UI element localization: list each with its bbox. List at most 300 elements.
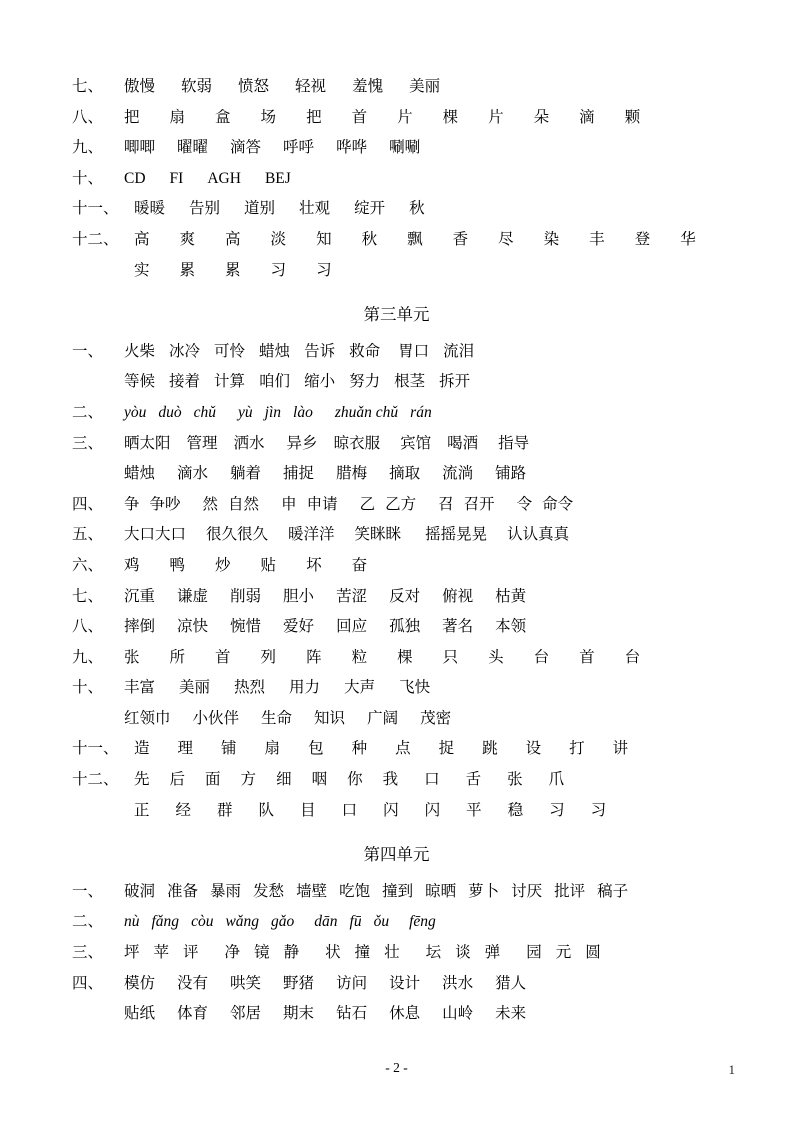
answer-item: jìn [264, 403, 282, 421]
answer-item: 爽 [179, 230, 196, 248]
answer-item: 宾馆 [400, 434, 432, 452]
answer-item: 平 [466, 801, 482, 819]
answer-item: fǎng [151, 913, 180, 931]
answer-item: 咱们 [259, 373, 291, 391]
line-items [134, 194, 721, 225]
answer-item: 口 [424, 771, 440, 789]
answer-item: 场 [260, 108, 277, 126]
line-items [134, 734, 721, 765]
line-items [124, 999, 721, 1030]
answer-item: 扇 [169, 108, 186, 126]
answer-item: 面 [205, 771, 221, 789]
answer-item: 晾衣服 [333, 434, 381, 452]
answer-item: 异乡 [286, 434, 318, 452]
answer-item: 知 [316, 230, 332, 248]
answer-item: 用力 [289, 679, 321, 697]
answer-item: 撞 [354, 944, 371, 962]
answer-item: 坏 [306, 556, 322, 574]
answer-item: 铺路 [495, 465, 527, 483]
line-number: 十、 [72, 679, 104, 697]
answer-item: 张 [124, 648, 140, 666]
answer-item: 点 [395, 740, 411, 758]
answer-item: 躺着 [230, 465, 262, 483]
answer-item: 邻居 [230, 1005, 262, 1023]
answer-item: chǔ [193, 403, 217, 421]
answer-item: 大口大口 [124, 526, 187, 544]
answer-line [72, 398, 721, 429]
answer-item: 茂密 [420, 709, 452, 727]
answer-item: 傲慢 [124, 78, 156, 95]
answer-line [72, 612, 721, 643]
answer-item: zhuǎn chǔ [334, 403, 399, 421]
answer-line [72, 643, 721, 674]
answer-item: 染 [543, 230, 560, 248]
answer-item: 元 [555, 944, 572, 962]
line-items [134, 256, 721, 287]
answer-item: 圆 [585, 944, 601, 962]
line-items [134, 796, 721, 827]
answer-item: 摘取 [389, 465, 421, 483]
answer-item: 流泪 [443, 342, 475, 360]
answer-item: 设 [525, 740, 542, 758]
answer-item: 包 [308, 740, 324, 758]
answer-item: 华 [680, 230, 696, 248]
answer-item: 谈 [455, 944, 471, 962]
answer-item: 晒太阳 [124, 434, 171, 452]
answer-item: 飞快 [399, 679, 431, 697]
answer-item: 习 [549, 801, 565, 819]
answer-item: 令 [516, 495, 533, 513]
answer-item: 火柴 [124, 342, 156, 360]
answer-line [72, 164, 721, 195]
page-footer: - 2 - [385, 1060, 408, 1075]
line-number: 十一、 [72, 200, 119, 218]
answer-line [72, 877, 721, 908]
answer-item: 列 [260, 648, 277, 666]
answer-item: 暖洋洋 [288, 526, 335, 544]
line-items [134, 765, 721, 796]
line-number: 二、 [72, 913, 104, 931]
answer-item: 稳 [507, 801, 524, 819]
answer-item: 告诉 [304, 342, 336, 360]
answer-item: 申 [281, 495, 297, 513]
answer-item: 习 [316, 261, 332, 279]
answer-item: 美丽 [179, 679, 211, 697]
answer-item: 讨厌 [511, 882, 543, 900]
answer-item: 滴 [579, 108, 595, 126]
answer-item: 努力 [349, 373, 381, 391]
answer-item: 登 [634, 230, 651, 248]
line-number: 九、 [72, 139, 104, 157]
line-items [124, 164, 721, 195]
answer-item: wǎng [225, 913, 260, 931]
answer-item: 哗哗 [336, 139, 368, 157]
answer-item: 方 [240, 771, 257, 789]
answer-item: 然 [202, 495, 219, 513]
line-number: 一、 [72, 342, 104, 360]
answer-item: 孤独 [389, 618, 421, 636]
answer-item: 群 [217, 801, 233, 819]
answer-item: 批评 [554, 882, 586, 900]
answer-line [72, 969, 721, 1000]
answer-item: 阵 [306, 648, 322, 666]
answer-item: 鸡 [124, 556, 140, 574]
answer-item: 吃饱 [339, 882, 371, 900]
answer-item: 著名 [442, 618, 474, 636]
line-items [124, 133, 721, 164]
answer-item: 呼呼 [283, 139, 315, 157]
answer-item: 接着 [169, 373, 201, 391]
answer-item: 摔倒 [124, 618, 156, 636]
answer-line [72, 133, 721, 164]
line-items [124, 429, 721, 460]
answer-item: 高 [134, 230, 150, 248]
line-number: 十二、 [72, 771, 119, 789]
answer-item: 小伙伴 [192, 709, 240, 727]
line-items [124, 490, 721, 521]
answer-item: 晾晒 [425, 882, 457, 900]
answer-item: 正 [134, 801, 150, 819]
answer-line [72, 734, 721, 765]
answer-item: 苦涩 [336, 587, 368, 605]
answer-item: 腊梅 [336, 465, 368, 483]
line-number: 十、 [72, 169, 104, 187]
answer-item: 钻石 [336, 1005, 368, 1023]
line-items [124, 907, 721, 938]
answer-item: 唧唧 [124, 139, 156, 157]
answer-item: 片 [488, 108, 504, 126]
answer-item: 奋 [351, 556, 368, 574]
line-number: 六、 [72, 556, 104, 574]
answer-item: 贴 [260, 556, 277, 574]
answer-item: dān [314, 913, 338, 931]
line-items [124, 969, 721, 1000]
line-number: 二、 [72, 403, 104, 421]
answer-line [72, 429, 721, 460]
answer-line [72, 796, 721, 827]
answer-item: 谦虚 [177, 587, 209, 605]
answer-item: 削弱 [230, 587, 262, 605]
answer-item: 命令 [542, 495, 574, 513]
answer-item: 争吵 [149, 495, 181, 513]
answer-item: 胆小 [283, 587, 315, 605]
answer-item: 首 [579, 648, 595, 666]
answer-item: 咽 [311, 771, 328, 789]
answer-item: 口 [341, 801, 358, 819]
answer-item: 闪 [424, 801, 441, 819]
answer-item: FI [169, 169, 184, 187]
answer-item: 绽开 [354, 200, 386, 218]
answer-item: 首 [215, 648, 231, 666]
answer-item: 扇 [264, 740, 281, 758]
answer-item: 累 [225, 261, 241, 279]
answer-item: 软弱 [181, 78, 213, 95]
answer-item: 救命 [349, 342, 381, 360]
answer-line [72, 103, 721, 134]
answer-item: 告别 [189, 200, 221, 218]
answer-item: 俯视 [442, 587, 474, 605]
answer-item: 丰富 [124, 679, 156, 697]
answer-item: 知识 [314, 709, 346, 727]
answer-line [72, 938, 721, 969]
answer-item: yòu [124, 403, 147, 421]
answer-item: 打 [569, 740, 585, 758]
answer-line [72, 551, 721, 582]
answer-item: 舌 [465, 771, 482, 789]
answer-item: 颗 [624, 108, 641, 126]
answer-item: 未来 [495, 1005, 527, 1023]
answer-item: 评 [183, 944, 199, 962]
answer-item: 喝酒 [447, 434, 479, 452]
answer-item: 坪 [124, 944, 140, 962]
answer-item: fū [349, 913, 362, 931]
answer-item: 丰 [589, 230, 605, 248]
answer-line [72, 459, 721, 490]
answer-item: 细 [276, 771, 292, 789]
unit-title: 第四单元 [363, 845, 430, 865]
answer-item: 暖暖 [134, 200, 166, 218]
answer-item: 轻视 [295, 78, 327, 95]
answer-item: 棵 [397, 648, 413, 666]
answer-item: 洪水 [442, 974, 474, 992]
answer-item: 召 [438, 495, 454, 513]
answer-item: 道别 [244, 200, 276, 218]
answer-item: CD [124, 169, 146, 187]
answer-item: 缩小 [304, 373, 336, 391]
answer-item: 爪 [548, 771, 565, 789]
answer-item: 生命 [261, 709, 293, 727]
answer-item: 爱好 [283, 618, 315, 636]
answer-item: 我 [382, 771, 399, 789]
answer-item: ǒu [373, 913, 390, 931]
answer-item: 滴答 [230, 139, 262, 157]
line-items [124, 520, 721, 551]
answer-item: 设计 [389, 974, 421, 992]
answer-item: 期末 [283, 1005, 315, 1023]
line-items [124, 673, 721, 704]
answer-item: 滴水 [177, 465, 209, 483]
line-items [124, 612, 721, 643]
answer-item: 蜡烛 [259, 342, 291, 360]
line-items [124, 582, 721, 613]
answer-item: 讲 [612, 740, 629, 758]
answer-item: 累 [179, 261, 196, 279]
answer-item: 反对 [389, 587, 421, 605]
answer-item: 壮观 [299, 200, 331, 218]
line-number: 七、 [72, 587, 104, 605]
answer-item: 先 [134, 771, 150, 789]
answer-item: 目 [300, 801, 316, 819]
answer-item: 台 [533, 648, 550, 666]
line-number: 九、 [72, 648, 104, 666]
answer-line [72, 704, 721, 735]
answer-item: 把 [124, 108, 140, 126]
answer-line [72, 673, 721, 704]
line-number: 三、 [72, 434, 104, 452]
line-number: 十一、 [72, 740, 119, 758]
answer-item: 鸭 [169, 556, 186, 574]
answer-item: 园 [526, 944, 542, 962]
answer-item: 等候 [124, 373, 156, 391]
line-items [124, 367, 721, 398]
answer-item: 静 [283, 944, 300, 962]
answer-item: 队 [258, 801, 275, 819]
answer-item: BEJ [264, 169, 291, 187]
answer-item: 冰冷 [169, 342, 201, 360]
answer-line [72, 582, 721, 613]
answer-item: 本领 [495, 618, 527, 636]
answer-item: 大声 [344, 679, 376, 697]
page-marker: 1 [728, 1062, 735, 1077]
line-number: 五、 [72, 526, 104, 544]
answer-item: 广阔 [367, 709, 399, 727]
answer-item: duò [158, 403, 182, 421]
answer-item: 飘 [407, 230, 423, 248]
answer-item: 拆开 [439, 373, 471, 391]
answer-item: 召开 [463, 495, 495, 513]
answer-item: 山岭 [442, 1005, 474, 1023]
answer-item: 习 [270, 261, 287, 279]
line-number: 三、 [72, 944, 104, 962]
line-items [134, 225, 721, 256]
answer-item: 惋惜 [230, 618, 262, 636]
answer-item: 台 [624, 648, 641, 666]
answer-item: 状 [325, 944, 341, 962]
answer-item: 棵 [442, 108, 459, 126]
answer-item: 朵 [533, 108, 550, 126]
answer-item: 沉重 [124, 587, 156, 605]
answer-item: 羞愧 [352, 78, 384, 95]
line-items [124, 551, 721, 582]
answer-item: 片 [397, 108, 413, 126]
answer-item: 愤怒 [238, 78, 270, 95]
answer-item: 镜 [254, 944, 270, 962]
unit-title: 第三单元 [363, 305, 430, 325]
answer-item: 笑眯眯 [354, 526, 402, 544]
answer-item: 乙方 [385, 495, 417, 513]
answer-item: 流淌 [442, 465, 474, 483]
answer-item: 曜曜 [177, 139, 209, 157]
answer-item: 休息 [389, 1005, 421, 1023]
document-body [72, 72, 721, 1030]
answer-item: 凉快 [177, 618, 209, 636]
answer-item: 理 [177, 740, 194, 758]
answer-item: 体育 [177, 1005, 209, 1023]
line-items [124, 459, 721, 490]
answer-item: 野猪 [283, 974, 315, 992]
answer-item: 撞到 [382, 882, 414, 900]
answer-item: 根茎 [394, 373, 426, 391]
answer-item: 很久很久 [206, 526, 269, 544]
line-items [124, 398, 721, 429]
line-items [124, 337, 721, 368]
answer-item: 稿子 [597, 882, 629, 900]
line-number: 四、 [72, 974, 104, 992]
answer-line [72, 765, 721, 796]
answer-item: 跳 [482, 740, 498, 758]
answer-item: 秋 [409, 200, 425, 218]
answer-item: AGH [207, 169, 241, 187]
line-number: 七、 [72, 78, 104, 95]
line-number: 一、 [72, 882, 104, 900]
answer-item: 炒 [215, 556, 231, 574]
answer-line [72, 520, 721, 551]
answer-line [72, 337, 721, 368]
answer-item: 计算 [214, 373, 246, 391]
answer-item: 首 [351, 108, 368, 126]
answer-item: 萝卜 [468, 882, 500, 900]
answer-item: 模仿 [124, 974, 156, 992]
answer-item: 指导 [498, 434, 530, 452]
answer-item: 申请 [306, 495, 338, 513]
answer-item: 枯黄 [495, 587, 527, 605]
answer-item: 访问 [336, 974, 368, 992]
answer-item: còu [191, 913, 214, 931]
answer-line [72, 256, 721, 287]
line-items [124, 103, 721, 134]
answer-item: 张 [507, 771, 523, 789]
answer-item: 捕捉 [283, 465, 315, 483]
answer-item: yù [238, 403, 253, 421]
line-items [124, 704, 721, 735]
line-items [124, 938, 721, 969]
line-items [124, 643, 721, 674]
line-items [124, 72, 721, 103]
answer-item: 蜡烛 [124, 465, 156, 483]
answer-line [72, 490, 721, 521]
answer-item: 头 [488, 648, 504, 666]
answer-item: 盒 [215, 108, 231, 126]
answer-item: 没有 [177, 974, 209, 992]
answer-item: 壮 [384, 944, 400, 962]
answer-item: 秋 [361, 230, 378, 248]
line-items [124, 877, 721, 908]
answer-line [72, 72, 721, 103]
answer-item: 管理 [186, 434, 218, 452]
answer-item: 哄笑 [230, 974, 262, 992]
answer-item: 捉 [438, 740, 455, 758]
line-number: 十二、 [72, 230, 119, 248]
answer-item: 胃口 [398, 342, 430, 360]
answer-line [72, 907, 721, 938]
answer-item: lào [293, 403, 313, 421]
answer-item: 实 [134, 261, 150, 279]
answer-item: 香 [452, 230, 469, 248]
answer-item: 唰唰 [389, 139, 421, 157]
line-number: 八、 [72, 108, 104, 126]
answer-item: 你 [347, 771, 363, 789]
answer-item: 经 [175, 801, 192, 819]
answer-item: gǎo [271, 913, 295, 931]
answer-item: 准备 [167, 882, 199, 900]
answer-item: 种 [351, 740, 368, 758]
answer-item: 弹 [484, 944, 501, 962]
answer-item: 认认真真 [507, 526, 570, 544]
answer-line [72, 999, 721, 1030]
line-number: 四、 [72, 495, 104, 513]
answer-item: 把 [306, 108, 322, 126]
answer-item: 发愁 [253, 882, 285, 900]
answer-item: 习 [590, 801, 607, 819]
answer-item: 铺 [221, 740, 237, 758]
answer-item: 回应 [336, 618, 368, 636]
answer-item: 净 [224, 944, 241, 962]
answer-line [72, 194, 721, 225]
answer-item: 墙壁 [296, 882, 328, 900]
answer-line [72, 367, 721, 398]
answer-item: 坛 [425, 944, 442, 962]
answer-item: 摇摇晃晃 [425, 526, 488, 544]
